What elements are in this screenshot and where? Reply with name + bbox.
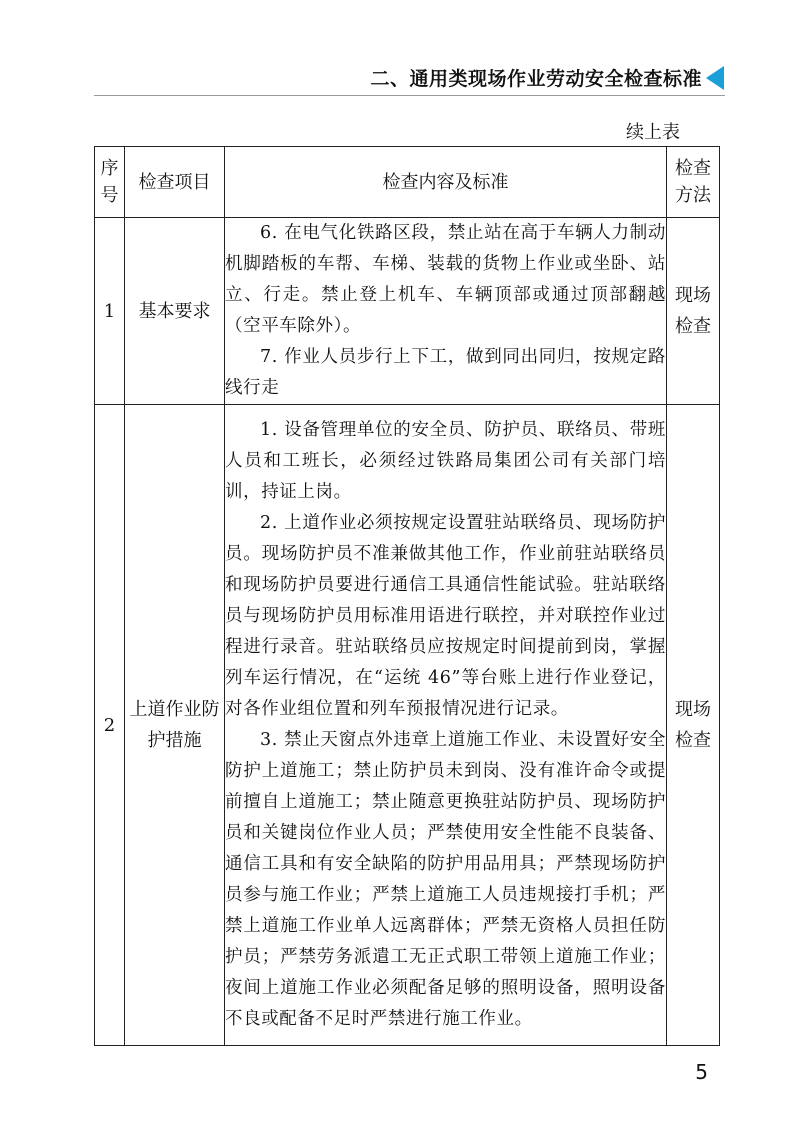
header-method: 检查方法 — [667, 147, 720, 218]
content-paragraph: 1. 设备管理单位的安全员、防护员、联络员、带班人员和工班长，必须经过铁路局集团公司有关部门培训，持证上岗。 — [225, 420, 666, 502]
header-content: 检查内容及标准 — [225, 147, 667, 218]
content-paragraph: 7. 作业人员步行上下工，做到同出同归，按规定路线行走 — [225, 347, 666, 398]
triangle-left-icon — [706, 66, 724, 90]
page-number: 5 — [695, 1060, 708, 1084]
row-method: 现场检查 — [667, 405, 720, 1046]
content-paragraph: 3. 禁止天窗点外违章上道施工作业、未设置好安全防护上道施工；禁止防护员未到岗、没有准许命令或提前擅自上道施工；禁止随意更换驻站防护员、现场防护员和关键岗位作业人员；严禁使用安全性能不良装备、通信工具和有安全缺陷的防护用品用具；严禁现场防护员参与施工作业；严禁上道施工人员违规接打手机；严禁上道施工作业单人远离群体；严禁无资格人员担任防护员；严禁劳务派遣工无正式职工带领上道施工作业；夜间上道施工作业必须配备足够的照明设备，照明设备不良或配备不足时严禁进行施工作业。 — [225, 730, 666, 1029]
table-row — [95, 405, 720, 1046]
row-method: 现场检查 — [667, 218, 720, 405]
row-number: 2 — [95, 405, 125, 1046]
table-header-row — [95, 147, 720, 218]
content-paragraph: 2. 上道作业必须按规定设置驻站联络员、现场防护员。现场防护员不准兼做其他工作，作业前驻站联络员和现场防护员要进行通信工具通信性能试验。驻站联络员与现场防护员用标准用语进行联控，并对联控作业过程进行录音。驻站联络员应按规定时间提前到岗，掌握列车运行情况，在“运统 46”等台账上进行作业登记，对各作业组位置和列车预报情况进行记录。 — [225, 513, 666, 719]
table-row — [95, 218, 720, 405]
inspection-table — [94, 146, 720, 1046]
section-title: 二、通用类现场作业劳动安全检查标准 — [370, 68, 702, 90]
row-item: 上道作业防护措施 — [125, 405, 225, 1046]
row-item: 基本要求 — [125, 218, 225, 405]
row-content — [225, 405, 667, 1046]
header-item: 检查项目 — [125, 147, 225, 218]
header-divider — [94, 95, 725, 96]
content-paragraph: 6. 在电气化铁路区段，禁止站在高于车辆人力制动机脚踏板的车帮、车梯、装载的货物上作业或坐卧、站立、行走。禁止登上机车、车辆顶部或通过顶部翻越（空平车除外）。 — [225, 223, 666, 336]
row-content — [225, 218, 667, 405]
row-number: 1 — [95, 218, 125, 405]
table-continued-note: 续上表 — [626, 122, 680, 143]
header-no: 序号 — [95, 147, 125, 218]
